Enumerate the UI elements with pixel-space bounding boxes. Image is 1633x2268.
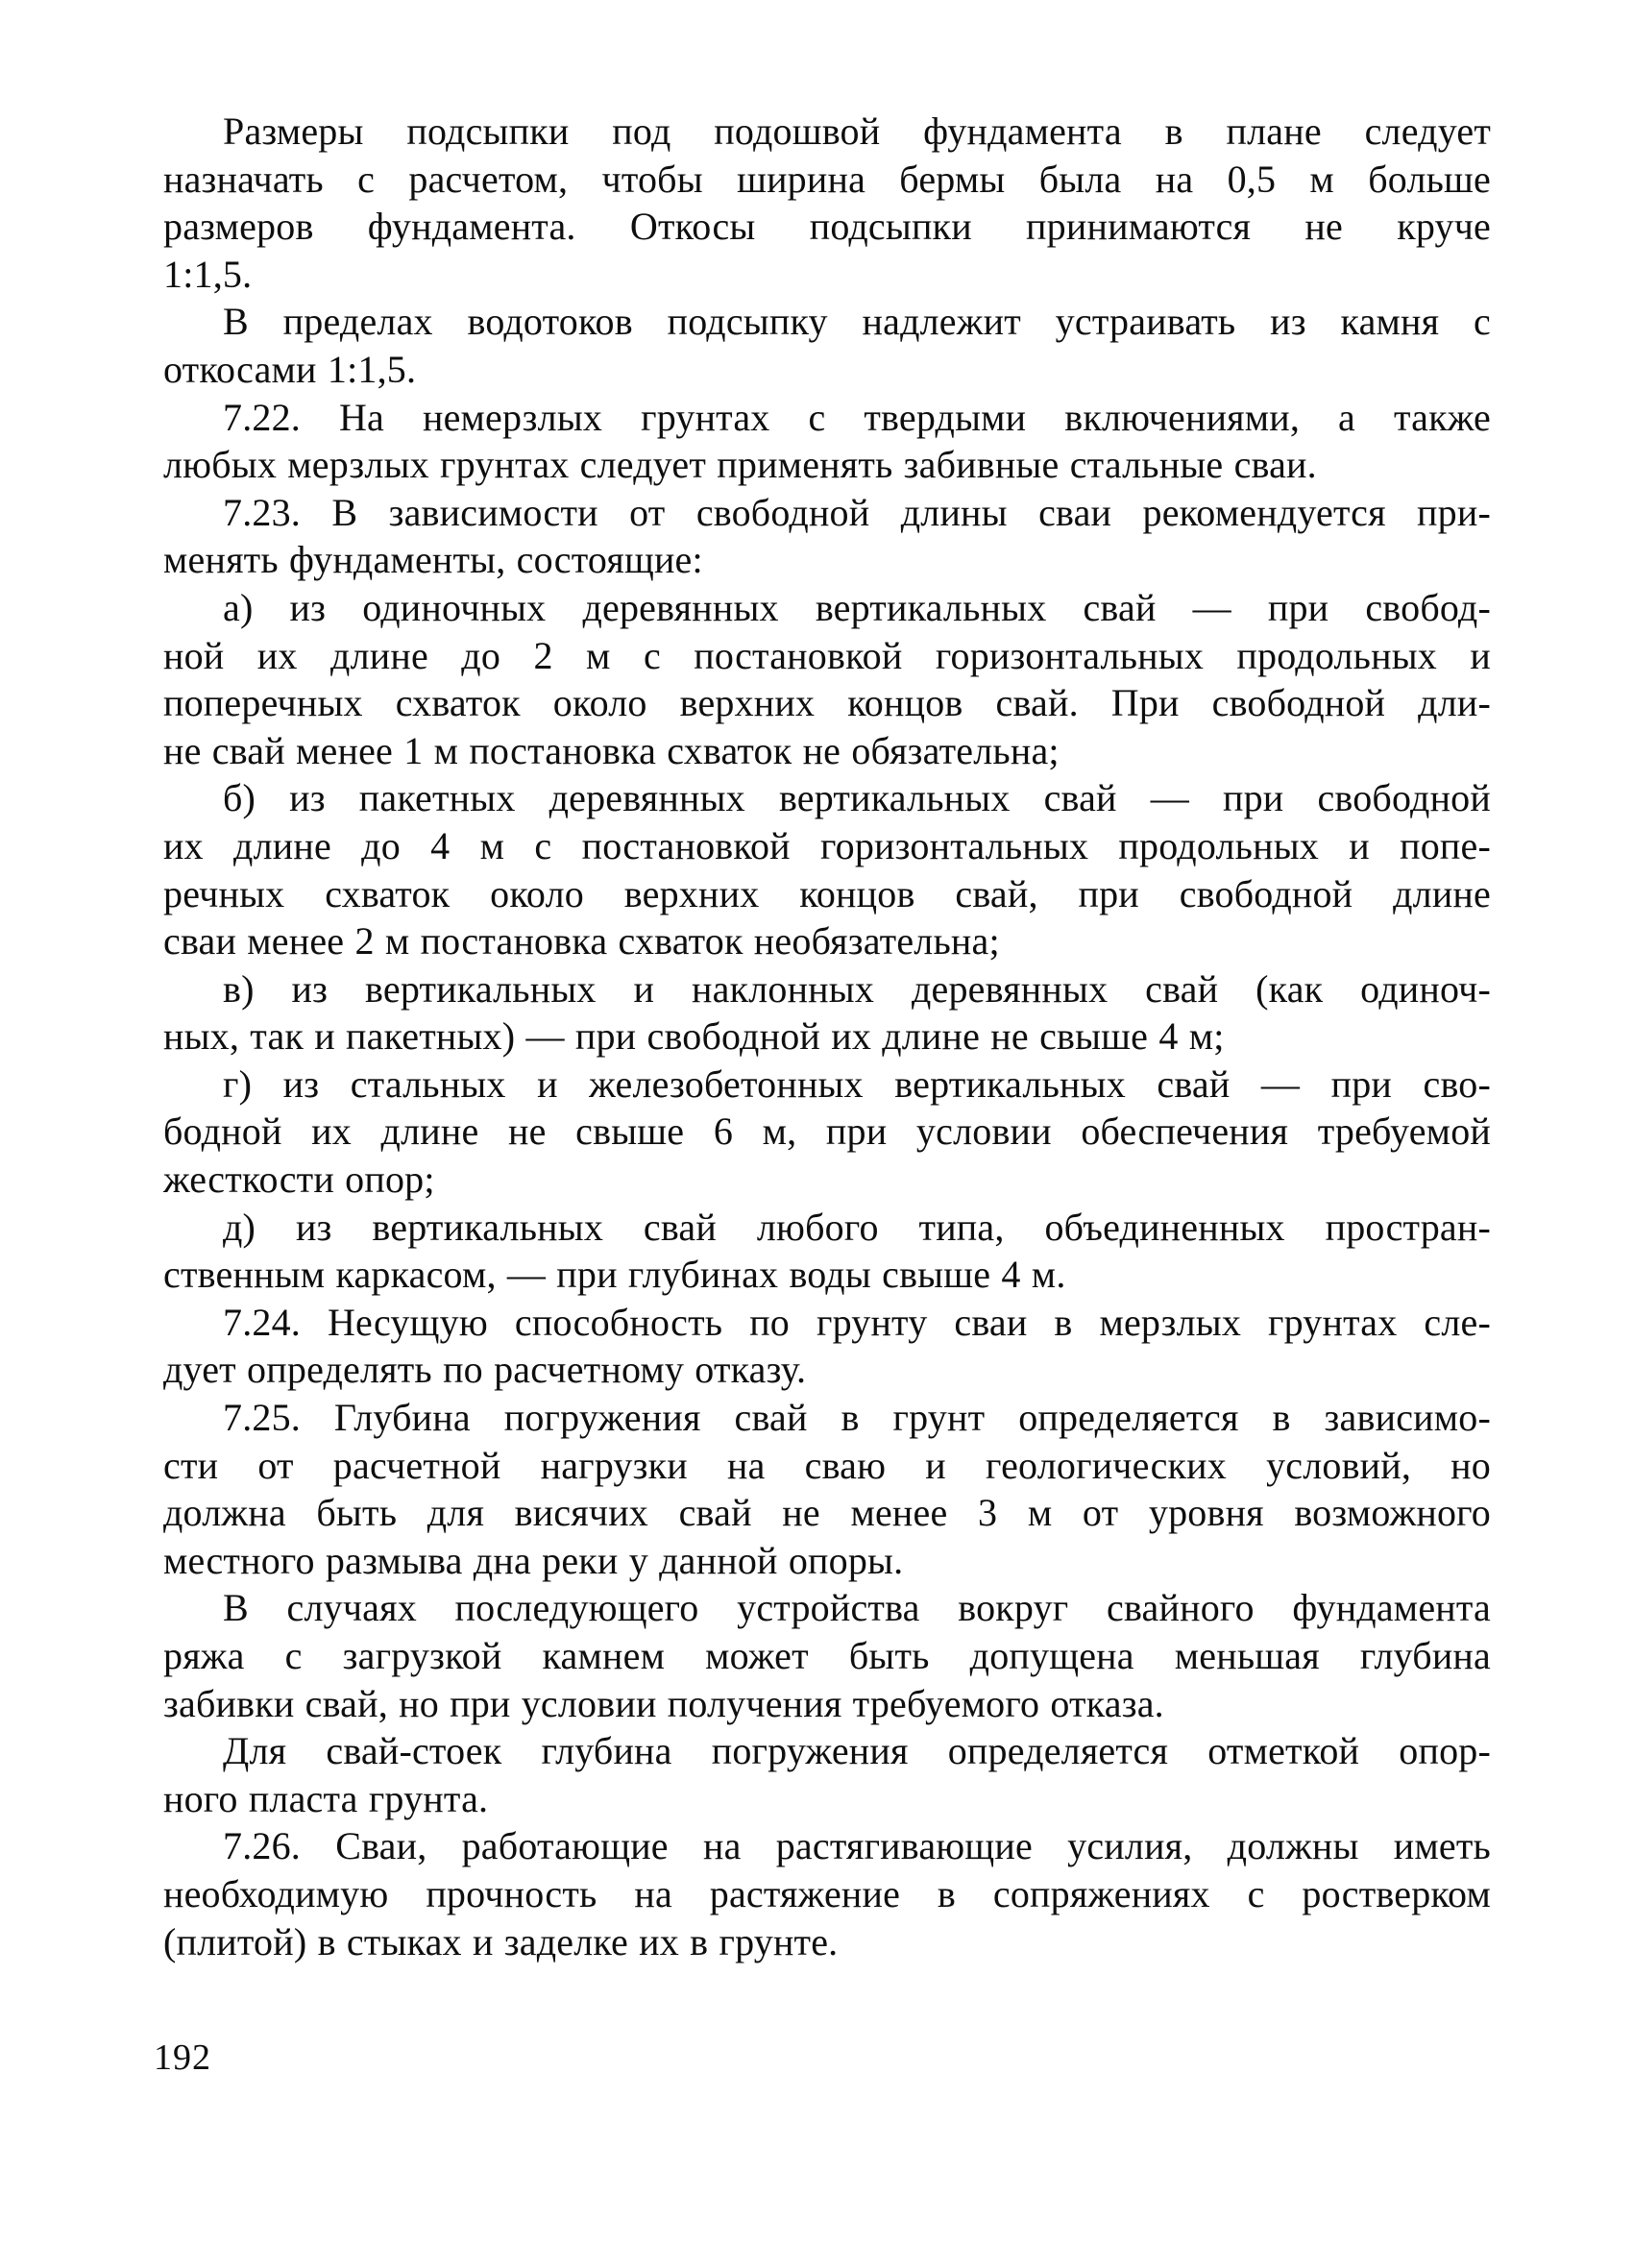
text-line: Размеры подсыпки под подошвой фундамента в плане следует bbox=[223, 110, 1491, 153]
text-line: поперечных схваток около верхних концов свай. При свободной дли- bbox=[163, 681, 1491, 725]
text-line: 7.22. На немерзлых грунтах с твердыми включениями, а также bbox=[223, 395, 1491, 439]
text-line: 7.26. Сваи, работающие на растягивающие усилия, должны иметь bbox=[223, 1824, 1491, 1868]
text-line: 7.25. Глубина погружения свай в грунт определяется в зависимо- bbox=[223, 1396, 1491, 1440]
paragraph bbox=[163, 394, 1491, 489]
text-line: менять фундаменты, состоящие: bbox=[163, 538, 703, 582]
text-block bbox=[163, 108, 1491, 1965]
text-line: речных схваток около верхних концов свай, при свободной длине bbox=[163, 871, 1491, 915]
paragraph bbox=[163, 584, 1491, 774]
text-line: назначать с расчетом, чтобы ширина бермы была на 0,5 м больше bbox=[163, 157, 1491, 201]
paragraph bbox=[163, 298, 1491, 393]
text-line: г) из стальных и железобетонных вертикальных свай — при сво- bbox=[223, 1061, 1491, 1106]
paragraph bbox=[163, 1822, 1491, 1965]
paragraph bbox=[163, 965, 1491, 1061]
text-line: бодной их длине не свыше 6 м, при условии обеспечения требуемой bbox=[163, 1110, 1491, 1154]
text-line: жесткости опор; bbox=[163, 1158, 435, 1202]
text-line: дует определять по расчетному отказу. bbox=[163, 1348, 807, 1392]
paragraph bbox=[163, 1299, 1491, 1394]
paragraph bbox=[163, 1727, 1491, 1822]
text-line: (плитой) в стыках и заделке их в грунте. bbox=[163, 1919, 839, 1963]
text-line: сваи менее 2 м постановка схваток необязательна; bbox=[163, 919, 1000, 963]
text-line: б) из пакетных деревянных вертикальных свай — при свободной bbox=[223, 776, 1491, 820]
paragraph bbox=[163, 1061, 1491, 1204]
text-line: Для свай-стоек глубина погружения определяется отметкой опор- bbox=[223, 1729, 1491, 1773]
text-line: сти от расчетной нагрузки на сваю и геологических условий, но bbox=[163, 1443, 1491, 1487]
text-line: В пределах водотоков подсыпку надлежит устраивать из камня с bbox=[223, 300, 1491, 344]
text-line: должна быть для висячих свай не менее 3 м от уровня возможного bbox=[163, 1491, 1491, 1535]
paragraph bbox=[163, 1394, 1491, 1584]
text-line: размеров фундамента. Откосы подсыпки принимаются не круче bbox=[163, 205, 1491, 249]
paragraph bbox=[163, 1584, 1491, 1727]
text-line: ных, так и пакетных) — при свободной их длине не свыше 4 м; bbox=[163, 1014, 1225, 1059]
text-line: забивки свай, но при условии получения требуемого отказа. bbox=[163, 1681, 1164, 1725]
paragraph bbox=[163, 108, 1491, 298]
text-line: необходимую прочность на растяжение в сопряжениях с ростверком bbox=[163, 1871, 1491, 1915]
text-line: любых мерзлых грунтах следует применять забивные стальные сваи. bbox=[163, 443, 1317, 487]
text-line: 1:1,5. bbox=[163, 252, 253, 296]
text-line: 7.23. В зависимости от свободной длины сваи рекомендуется при- bbox=[223, 490, 1491, 534]
text-line: ной их длине до 2 м с постановкой горизонтальных продольных и bbox=[163, 633, 1491, 677]
text-line: их длине до 4 м с постановкой горизонтальных продольных и попе- bbox=[163, 823, 1491, 867]
paragraph bbox=[163, 1204, 1491, 1299]
paragraph bbox=[163, 489, 1491, 584]
text-line: откосами 1:1,5. bbox=[163, 347, 417, 391]
text-line: ного пласта грунта. bbox=[163, 1776, 489, 1820]
page-number: 192 bbox=[154, 2037, 211, 2078]
text-line: в) из вертикальных и наклонных деревянных свай (как одиноч- bbox=[223, 966, 1491, 1011]
text-line: В случаях последующего устройства вокруг свайного фундамента bbox=[223, 1586, 1491, 1630]
text-line: ственным каркасом, — при глубинах воды свыше 4 м. bbox=[163, 1253, 1066, 1297]
text-line: а) из одиночных деревянных вертикальных свай — при свобод- bbox=[223, 585, 1491, 629]
text-line: д) из вертикальных свай любого типа, объединенных простран- bbox=[223, 1205, 1491, 1249]
text-line: не свай менее 1 м постановка схваток не обязательна; bbox=[163, 728, 1060, 772]
text-line: ряжа с загрузкой камнем может быть допущена меньшая глубина bbox=[163, 1634, 1491, 1677]
text-line: местного размыва дна реки у данной опоры. bbox=[163, 1538, 904, 1582]
paragraph bbox=[163, 774, 1491, 964]
text-line: 7.24. Несущую способность по грунту сваи в мерзлых грунтах сле- bbox=[223, 1300, 1491, 1344]
